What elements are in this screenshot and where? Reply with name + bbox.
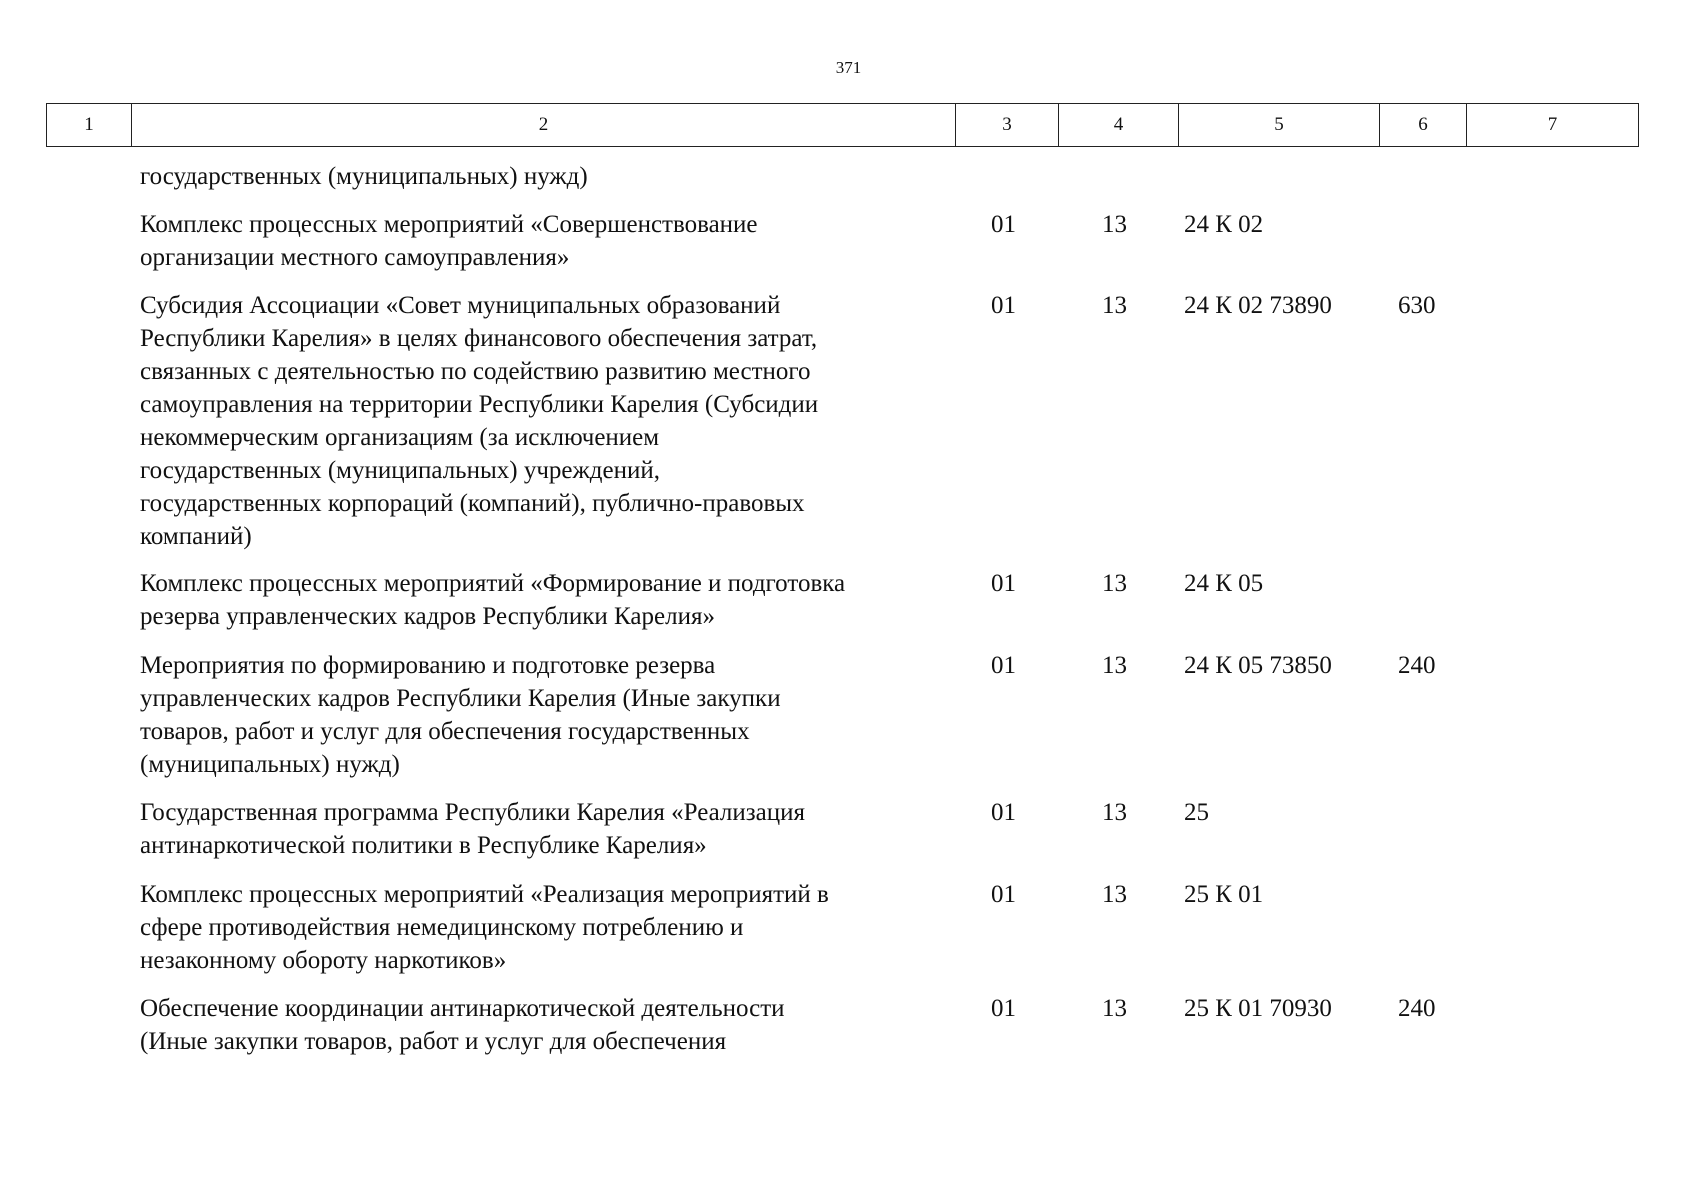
description-line: товаров, работ и услуг для обеспечения государственных <box>140 718 750 745</box>
column-header-2: 2 <box>132 104 956 147</box>
target-article-code: 24 К 05 73850 <box>1184 652 1332 679</box>
subsection-code: 13 <box>1102 292 1127 319</box>
description-line: (муниципальных) нужд) <box>140 751 400 778</box>
column-header-7: 7 <box>1467 104 1639 147</box>
description-line: Субсидия Ассоциации «Совет муниципальных образований <box>140 292 781 319</box>
subsection-code: 13 <box>1102 211 1127 238</box>
subsection-code: 13 <box>1102 995 1127 1022</box>
column-header-table <box>46 103 1639 147</box>
description-line: сфере противодействия немедицинскому потреблению и <box>140 914 744 941</box>
target-article-code: 24 К 05 <box>1184 570 1264 597</box>
section-code: 01 <box>991 570 1016 597</box>
row-description <box>140 796 805 862</box>
description-line: Комплекс процессных мероприятий «Совершенствование <box>140 211 758 238</box>
row-description <box>140 567 845 633</box>
target-article-code: 24 К 02 <box>1184 211 1264 238</box>
description-line: организации местного самоуправления» <box>140 244 570 271</box>
section-code: 01 <box>991 292 1016 319</box>
section-code: 01 <box>991 652 1016 679</box>
subsection-code: 13 <box>1102 881 1127 908</box>
description-line: управленческих кадров Республики Карелия (Иные закупки <box>140 685 781 712</box>
column-header-3: 3 <box>956 104 1059 147</box>
description-line: резерва управленческих кадров Республики Карелия» <box>140 603 715 630</box>
subsection-code: 13 <box>1102 652 1127 679</box>
section-code: 01 <box>991 799 1016 826</box>
description-line: Мероприятия по формированию и подготовке резерва <box>140 652 716 679</box>
column-header-4: 4 <box>1059 104 1179 147</box>
expense-type-code: 630 <box>1398 292 1436 319</box>
row-description <box>140 992 785 1058</box>
column-header-1: 1 <box>47 104 132 147</box>
description-line: антинаркотической политики в Республике Карелия» <box>140 832 707 859</box>
row-description <box>140 208 758 274</box>
description-line: государственных (муниципальных) нужд) <box>140 163 588 190</box>
subsection-code: 13 <box>1102 799 1127 826</box>
section-code: 01 <box>991 211 1016 238</box>
description-line: некоммерческим организациям (за исключением <box>140 424 660 451</box>
column-header-5: 5 <box>1179 104 1380 147</box>
column-header-row <box>47 104 1639 147</box>
row-description <box>140 160 588 193</box>
row-description <box>140 878 829 977</box>
row-description <box>140 649 781 781</box>
row-description <box>140 289 818 553</box>
description-line: связанных с деятельностью по содействию развитию местного <box>140 358 811 385</box>
description-line: компаний) <box>140 523 252 550</box>
description-line: государственных корпораций (компаний), публично-правовых <box>140 490 805 517</box>
description-line: (Иные закупки товаров, работ и услуг для обеспечения <box>140 1028 727 1055</box>
description-line: государственных (муниципальных) учреждений, <box>140 457 660 484</box>
description-line: самоуправления на территории Республики Карелия (Субсидии <box>140 391 819 418</box>
description-line: Государственная программа Республики Карелия «Реализация <box>140 799 805 826</box>
section-code: 01 <box>991 881 1016 908</box>
description-line: незаконному обороту наркотиков» <box>140 947 507 974</box>
subsection-code: 13 <box>1102 570 1127 597</box>
expense-type-code: 240 <box>1398 995 1436 1022</box>
page-number: 371 <box>835 58 862 77</box>
target-article-code: 25 <box>1184 799 1209 826</box>
description-line: Обеспечение координации антинаркотической деятельности <box>140 995 785 1022</box>
section-code: 01 <box>991 995 1016 1022</box>
target-article-code: 24 К 02 73890 <box>1184 292 1332 319</box>
description-line: Республики Карелия» в целях финансового обеспечения затрат, <box>140 325 818 352</box>
expense-type-code: 240 <box>1398 652 1436 679</box>
description-line: Комплекс процессных мероприятий «Реализация мероприятий в <box>140 881 829 908</box>
column-header-6: 6 <box>1380 104 1467 147</box>
target-article-code: 25 К 01 70930 <box>1184 995 1332 1022</box>
description-line: Комплекс процессных мероприятий «Формирование и подготовка <box>140 570 846 597</box>
target-article-code: 25 К 01 <box>1184 881 1264 908</box>
